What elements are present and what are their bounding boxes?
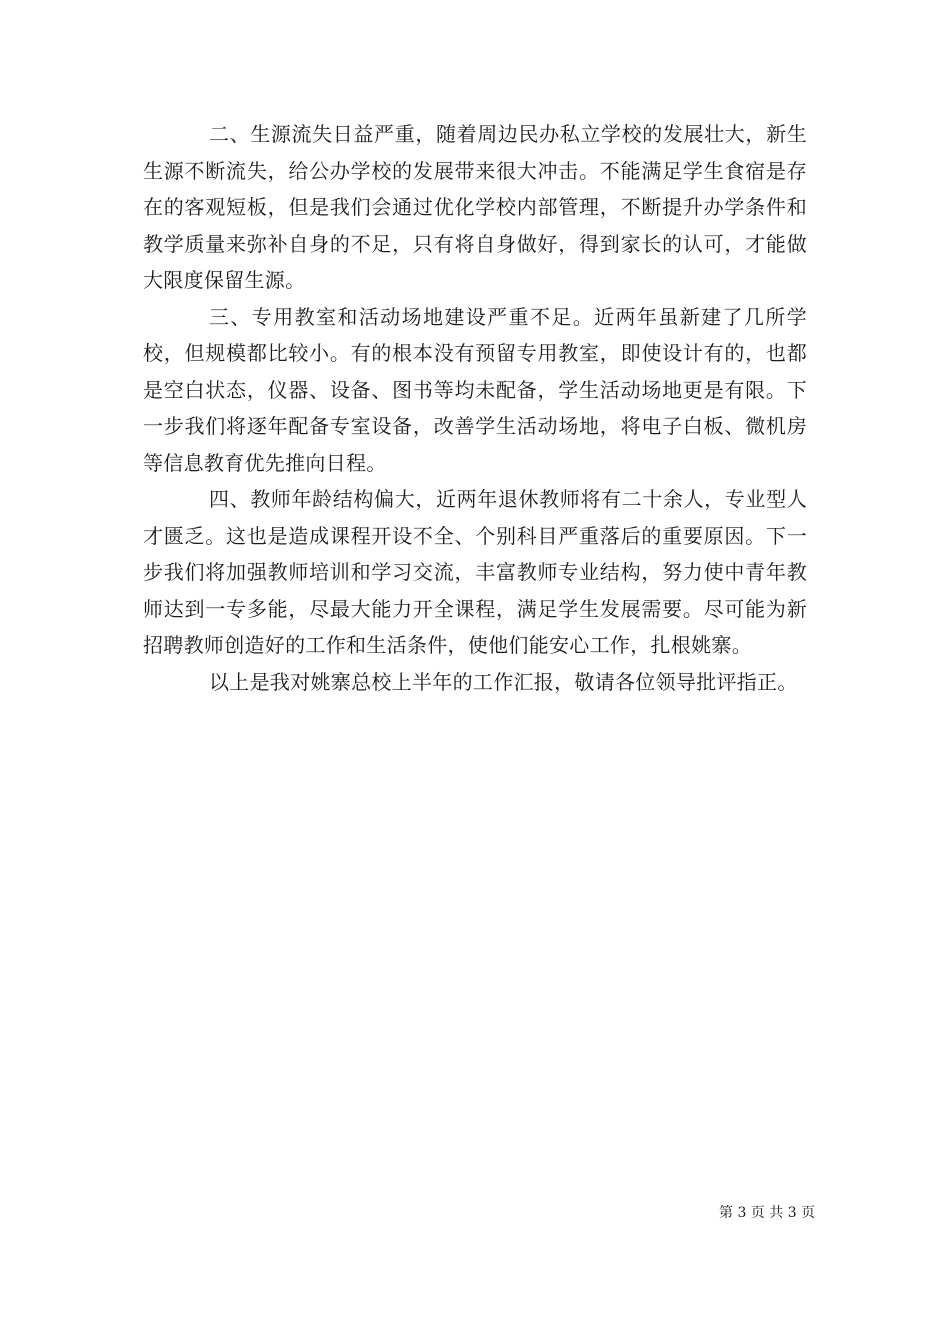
page-number-footer: 第 3 页 共 3 页 [719, 1205, 816, 1221]
paragraph-classrooms: 三、专用教室和活动场地建设严重不足。近两年虽新建了几所学校，但规模都比较小。有的根本没有预留专用教室，即使设计有的，也都是空白状态，仪器、设备、图书等均未配备，学生活动场地更是有限。下一步我们将逐年配备专室设备，改善学生活动场地，将电子白板、微机房等信息教育优先推向日程。 [143, 304, 807, 475]
document-body [143, 116, 807, 700]
paragraph-closing: 以上是我对姚寨总校上半年的工作汇报，敬请各位领导批评指正。 [209, 669, 798, 694]
paragraph-teachers: 四、教师年龄结构偏大，近两年退休教师将有二十余人，专业型人才匮乏。这也是造成课程开设不全、个别科目严重落后的重要原因。下一步我们将加强教师培训和学习交流，丰富教师专业结构，努力使中青年教师达到一专多能，尽最大能力开全课程，满足学生发展需要。尽可能为新招聘教师创造好的工作和生活条件，使他们能安心工作，扎根姚寨。 [143, 487, 807, 657]
paragraph-student-source: 二、生源流失日益严重，随着周边民办私立学校的发展壮大，新生生源不断流失，给公办学校的发展带来很大冲击。不能满足学生食宿是存在的客观短板，但是我们会通过优化学校内部管理，不断提升办学条件和教学质量来弥补自身的不足，只有将自身做好，得到家长的认可，才能做大限度保留生源。 [143, 122, 807, 292]
